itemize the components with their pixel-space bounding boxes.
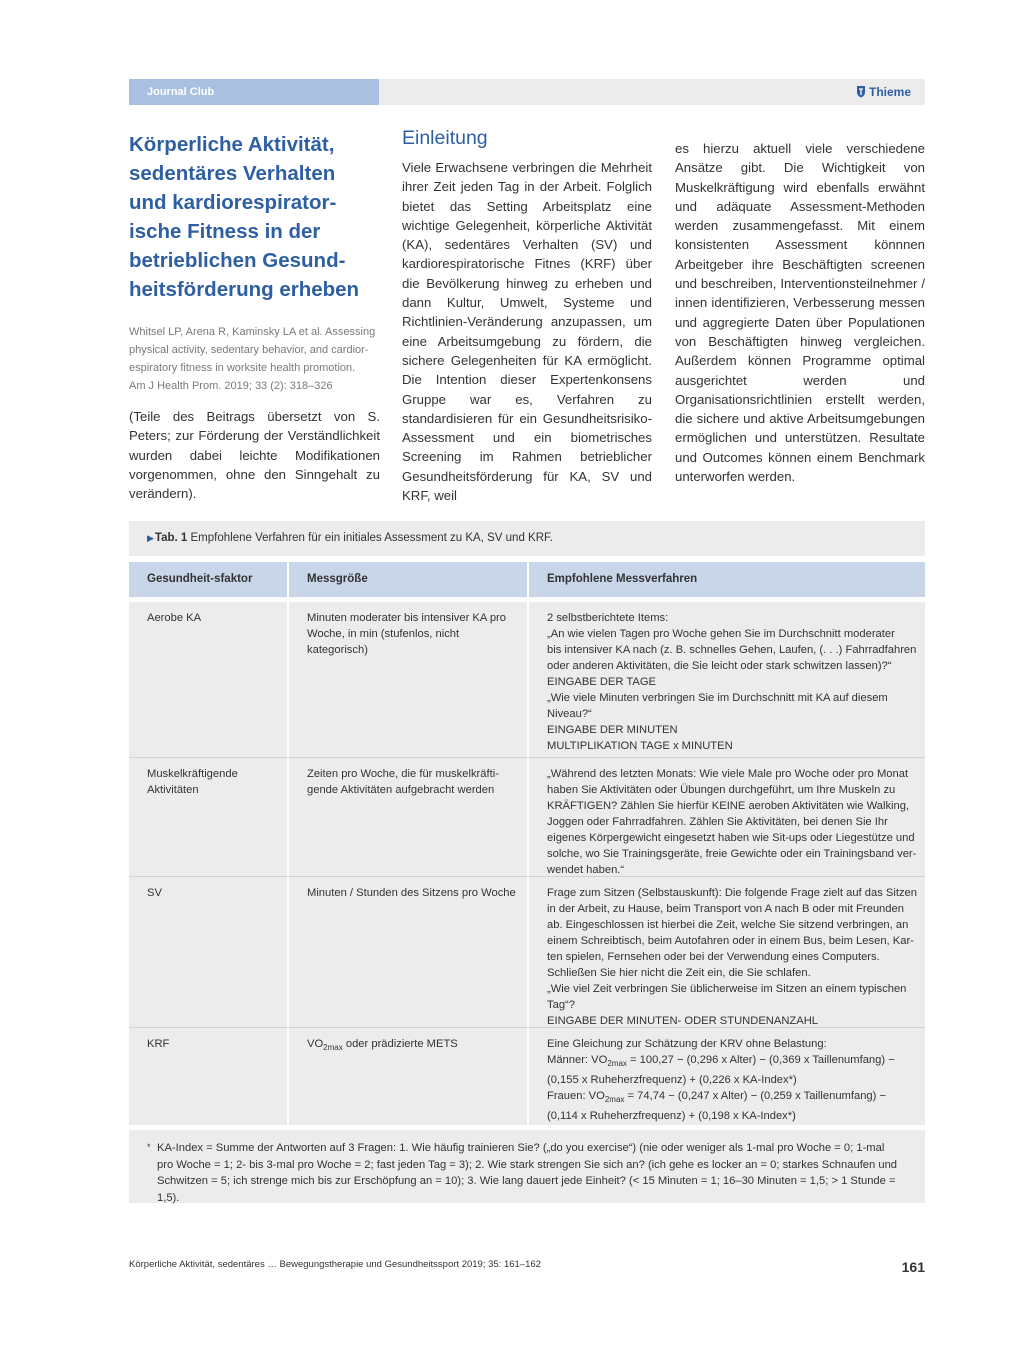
cell-line: haben Sie Aktivitäten oder Übungen durchgeführt, um Ihre Muskeln zu: [547, 784, 896, 796]
vo-subscript: 2max: [323, 1043, 343, 1053]
title-line: sedentäres Verhalten: [129, 162, 336, 185]
cell-line: 2 selbstberichtete Items:: [547, 612, 669, 624]
measure-cell: [289, 602, 529, 757]
table-row: [129, 602, 925, 758]
factor-cell: [129, 602, 289, 757]
table-body: [129, 602, 925, 1125]
table-row: [129, 758, 925, 877]
cell-line: EINGABE DER MINUTEN- ODER STUNDENANZAHL: [547, 1015, 819, 1027]
footnote-line: Schwitzen = 5; ich strenge mich bis zur Erschöpfung an = 10); 3. Wie lang dauert jede Einheit? (< 15 Minuten = 1; 16–30 Minuten = 1,5; > 1 Stunde = 1,5).: [157, 1175, 896, 1204]
caption-label: Tab. 1: [154, 532, 188, 544]
cell-line: KRÄFTIGEN? Zählen Sie hierfür KEINE aeroben Aktivitäten wie Walking,: [547, 800, 910, 812]
measure-text: oder prädizierte METS: [342, 1038, 458, 1050]
footnote-line: pro Woche = 1; 2- bis 3-mal pro Woche = 2; fast jeden Tag = 3); 2. Wie stark strengen Sie sich an? (ich gehe es locker an = 0; starkes Schnaufen und: [157, 1158, 898, 1171]
method-cell: [529, 877, 925, 1027]
cell-line: Frage zum Sitzen (Selbstauskunft): Die folgende Frage zielt auf das Sitzen: [547, 887, 917, 899]
vo-subscript: 2max: [607, 1059, 627, 1069]
cell-line: Minuten / Stunden des Sitzens pro Woche: [307, 887, 516, 899]
section-label: Journal Club: [129, 79, 379, 105]
cell-line: EINGABE DER MINUTEN: [547, 724, 678, 736]
cell-line: „Während des letzten Monats: Wie viele Male pro Woche oder pro Monat: [547, 768, 909, 780]
cell-line: SV: [147, 887, 162, 899]
table-row: [129, 1028, 925, 1125]
factor-cell: [129, 877, 289, 1027]
cell-line: Tag“?: [547, 999, 575, 1011]
cell-line: ten spielen, Fernsehen oder bei der Verwendung eines Computers.: [547, 951, 880, 963]
title-line: betrieblichen Gesund-: [129, 249, 346, 272]
method-cell: [529, 1028, 925, 1125]
measure-cell: [289, 758, 529, 876]
measure-cell: [289, 877, 529, 1027]
cell-line: kategorisch): [307, 644, 368, 656]
cell-line: Woche, in min (stufenlos, nicht: [307, 628, 460, 640]
thieme-logo-icon: [856, 85, 866, 98]
table-row: [129, 877, 925, 1028]
table-header: [129, 562, 925, 597]
formula-label: Frauen: VO: [547, 1090, 605, 1103]
cell-line: Minuten moderater bis intensiver KA pro: [307, 612, 506, 624]
column-header: Messgröße: [289, 562, 529, 597]
vo-subscript: 2max: [604, 1095, 625, 1105]
cell-line: gende Aktivitäten aufgebracht werden: [307, 784, 495, 796]
method-cell: [529, 758, 925, 876]
formula-label: Männer: VO: [547, 1054, 608, 1066]
cell-line: „Wie viele Minuten verbringen Sie im Durchschnitt mit KA auf diesem: [547, 692, 888, 704]
cell-line: Joggen oder Fahrradfahren. Zählen Sie Aktivitäten, bei denen Sie Ihr: [547, 816, 888, 828]
publisher-name: Thieme: [868, 85, 911, 99]
formula-text: = 74,74 − (0,247 x Alter) − (0,259 x Taillenumfang) −: [624, 1090, 887, 1103]
cell-line: KRF: [147, 1038, 170, 1050]
factor-cell: [129, 1028, 289, 1125]
publisher-logo: [379, 79, 925, 105]
running-footer: Körperliche Aktivität, sedentäres … Bewegungstherapie und Gesundheitssport 2019; 35: 161–162: [129, 1259, 541, 1270]
footnote-text: [157, 1140, 911, 1206]
cell-line: oder anderen Aktivitäten, die Sie leicht oder stark schwitzen lassen)?“: [547, 660, 892, 672]
citation-line: physical activity, sedentary behavior, and cardior-: [129, 344, 369, 356]
title-line: und kardiorespirator-: [129, 191, 337, 214]
cell-line: Zeiten pro Woche, die für muskelkräfti-: [307, 768, 499, 780]
assessment-table: [129, 521, 925, 1203]
footnote-mark: *: [147, 1142, 151, 1152]
page-number: 161: [901, 1259, 925, 1275]
cell-line: (0,114 x Ruheherzfrequenz) + (0,198 x KA-Index*): [547, 1110, 796, 1123]
cell-line: solche, wo Sie Trainingsgeräte, freie Gewichte oder ein Trainingsband ver-: [547, 848, 917, 860]
cell-line: einem Schreibtisch, beim Autofahren oder in einem Bus, beim Lesen, Kar-: [547, 935, 914, 947]
cell-line: Aerobe KA: [147, 612, 202, 624]
cell-line: Aktivitäten: [147, 784, 199, 796]
column-header: Empfohlene Messverfahren: [529, 562, 925, 597]
formula-text: = 100,27 − (0,296 x Alter) − (0,369 x Taillenumfang) −: [626, 1054, 895, 1066]
cell-line: Schließen Sie hier nicht die Zeit ein, die Sie schlafen.: [547, 967, 811, 979]
intro-paragraph-continued: es hierzu aktuell viele verschiedene Ansätze gibt. Die Wichtigkeit von Muskelkräftigung wird ebenfalls erwähnt und adäquate Assessment-Methoden werden zusammengefasst. Mit einem konsistenten Assessment könnnen Arbeitgeber ihre Beschäftigten screenen und beschreiben, Interventionsteilnehmer / innen identifizieren, Verbesserung messen und aggregierte Daten über Populationen von Beschäftigten hinweg vergleichen. Außerdem können Programme optimal ausgerichtet werden und Organisationsrichtlinien erstellt werden, die sichere und aktive Arbeitsumgebungen ermöglichen und unterstützen. Resultate und Outcomes können einem Benchmark unterworfen werden.: [675, 141, 925, 485]
cell-line: „An wie vielen Tagen pro Woche gehen Sie im Durchschnitt moderater: [547, 628, 895, 640]
cell-line: Muskelkräftigende: [147, 768, 238, 780]
intro-paragraph: Viele Erwachsene verbringen die Mehrheit ihrer Zeit jeden Tag in der Arbeit. Folglich bietet das Setting Arbeitsplatz eine wichtige Gelegenheit, körperliche Aktivität (KA), sedentäres Verhalten (SV) und kardiorespiratorische Fitnes (KRF) über die Bevölkerung hinweg zu erheben und dann Kultur, Umwelt, Systeme und Richtlinien-Veränderung anzupassen, um eine Arbeitsumgebung zu fördern, die sichere Gelegenheiten für KA ermöglicht. Die Intention dieser Expertenkonsens Gruppe war es, Verfahren zu standardisieren für ein Gesundheitsrisiko-Assessment und ein biometrisches Screening im Rahmen betrieblicher Gesundheitsförderung für KA, SV und KRF, weil: [402, 160, 652, 504]
citation: [129, 323, 381, 395]
translation-note: (Teile des Beitrags übersetzt von S. Peters; zur Förderung der Verständlichkeit wurden dabei leichte Modifikationen vorgenommen, ohne den Sinngehalt zu verändern).: [129, 409, 380, 502]
cell-line: ab. Eingeschlossen ist hierbei die Zeit, welche Sie sitzend verbringen, an: [547, 919, 909, 931]
caption-text: Empfohlene Verfahren für ein initiales Assessment zu KA, SV und KRF.: [190, 532, 553, 544]
cell-line: [307, 1036, 519, 1056]
citation-line: Am J Health Prom. 2019; 33 (2): 318–326: [129, 380, 333, 392]
caption-arrow-icon: ▶: [147, 533, 154, 543]
cell-line: MULTIPLIKATION TAGE x MINUTEN: [547, 740, 733, 752]
column-header: Gesundheit-sfaktor: [129, 562, 289, 597]
cell-line: (0,155 x Ruheherzfrequenz) + (0,226 x KA-Index*): [547, 1074, 797, 1087]
measure-cell: [289, 1028, 529, 1125]
title-line: Körperliche Aktivität,: [129, 133, 335, 156]
cell-line: [547, 1052, 917, 1072]
article-title: [129, 130, 381, 304]
cell-line: Eine Gleichung zur Schätzung der KRV ohne Belastung:: [547, 1038, 827, 1050]
cell-line: [547, 1088, 917, 1108]
title-line: ische Fitness in der: [129, 220, 321, 243]
method-cell: [529, 602, 925, 757]
cell-line: wendet haben.“: [547, 864, 625, 876]
cell-line: eigenes Körpergewicht eingesetzt haben wie Sit-ups oder Liegestütze und: [547, 832, 915, 844]
factor-cell: [129, 758, 289, 876]
citation-line: espiratory fitness in worksite health promotion.: [129, 362, 356, 374]
citation-line: Whitsel LP, Arena R, Kaminsky LA et al. Assessing: [129, 326, 376, 338]
footnote-line: KA-Index = Summe der Antworten auf 3 Fragen: 1. Wie häufig trainieren Sie? („do you exercise“) (nie oder weniger als 1-mal pro Woche = 0; 1-mal: [157, 1142, 885, 1154]
cell-line: bis intensiver KA nach (z. B. schnelles Gehen, Laufen, (. . .) Fahrradfahren: [547, 644, 917, 656]
cell-line: EINGABE DER TAGE: [547, 676, 657, 688]
table-caption: [129, 521, 925, 556]
vo-text: VO: [307, 1038, 324, 1050]
table-footnote: [129, 1130, 925, 1203]
title-line: heitsförderung erheben: [129, 278, 360, 301]
section-heading: Einleitung: [402, 127, 488, 149]
cell-line: „Wie viel Zeit verbringen Sie üblicherweise im Sitzen an einem typischen: [547, 983, 907, 995]
cell-line: in der Arbeit, zu Hause, beim Transport von A nach B oder mit Freunden: [547, 903, 904, 915]
cell-line: Niveau?“: [547, 708, 592, 720]
